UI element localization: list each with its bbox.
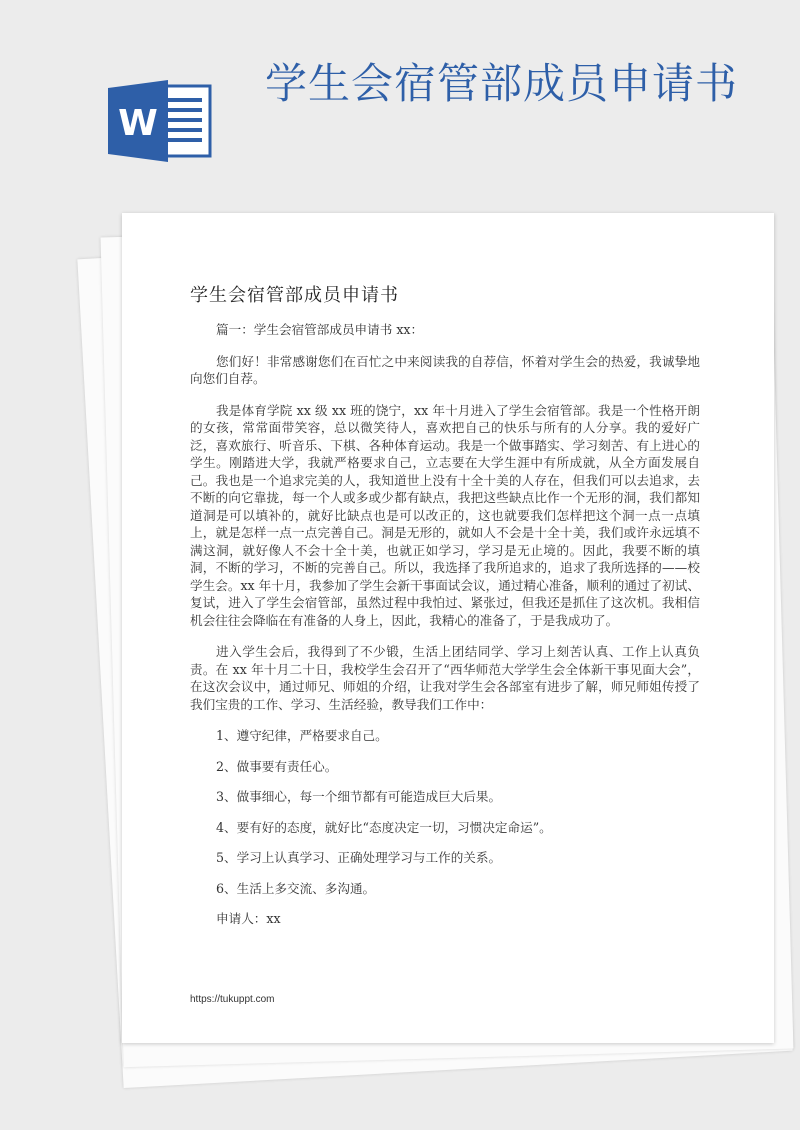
list-item: 6、生活上多交流、多沟通。 <box>216 880 376 896</box>
list-item: 4、要有好的态度，就好比“态度决定一切，习惯决定命运”。 <box>216 819 552 835</box>
list-item: 5、学习上认真学习、正确处理学习与工作的关系。 <box>216 850 502 865</box>
source-url[interactable]: https://tukuppt.com <box>190 994 275 1005</box>
document-page <box>122 213 774 1043</box>
signature: 申请人：xx <box>216 911 281 926</box>
paragraph: 进入学生会后，我得到了不少锻，生活上团结同学、学习上刻苦认真、工作上认真负责。在 xx 年十月二十日，我校学生会召开了“西华师范大学学生会全体新干事见面大会”，在这次会议中，通过师兄、师姐的介绍，让我对学生会各部室有进步了解，师兄师姐传授了我们宝贵的工作、学习、生活经验，教导我们工作中： <box>190 644 700 712</box>
header <box>0 0 800 215</box>
document-body <box>190 321 700 928</box>
list-item: 2、做事要有责任心。 <box>216 758 338 774</box>
list-item: 1、遵守纪律，严格要求自己。 <box>216 728 388 743</box>
list-item: 3、做事细心，每一个细节都有可能造成巨大后果。 <box>216 789 502 804</box>
paragraph: 我是体育学院 xx 级 xx 班的饶宁，xx 年十月进入了学生会宿管部。我是一个性格开朗的女孩，常常面带笑容，总以微笑待人，喜欢把自己的快乐与所有的人分享。我的爱好广泛，喜欢旅行、听音乐、下棋、各种体育运动。我是一个做事踏实、学习刻苦、有上进心的学生。刚踏进大学，我就严格要求自己，立志要在大学生涯中有所成就，从全方面发展自己。我也是一个追求完美的人，我知道世上没有十全十美的人存在，但我们可以去追求，去不断的向它靠拢，每一个人或多或少都有缺点，我把这些缺点比作一个无形的洞，我们都知道洞是可以填补的，就好比缺点也是可以改正的，这也就要我们怎样把这个洞一点一点填上，就是怎样一点一点完善自己。洞是无形的，就如人不会是十全十美，我们或许永远填不满这洞，就好像人不会十全十美，也就正如学习，学习是无止境的。因此，我要不断的填洞，不断的学习，不断的完善自己。所以，我选择了我所追求的，追求了我所选择的——校学生会。xx 年十月，我参加了学生会新干事面试会议，通过精心准备，顺利的通过了初试、复试，进入了学生会宿管部，虽然过程中我怕过、紧张过，但我还是抓住了这次机。我相信机会往往会降临在有准备的人身上，因此，我精心的准备了，于是我成功了。 <box>190 402 700 628</box>
banner-title: 学生会宿管部成员申请书 <box>265 59 739 108</box>
word-icon <box>108 80 216 162</box>
paragraph: 篇一：学生会宿管部成员申请书 xx： <box>216 322 424 337</box>
svg-text:W: W <box>118 103 158 144</box>
document-title: 学生会宿管部成员申请书 <box>190 285 399 306</box>
paragraph: 您们好！非常感谢您们在百忙之中来阅读我的自荐信，怀着对学生会的热爱，我诚挚地向您们自荐。 <box>190 353 700 386</box>
